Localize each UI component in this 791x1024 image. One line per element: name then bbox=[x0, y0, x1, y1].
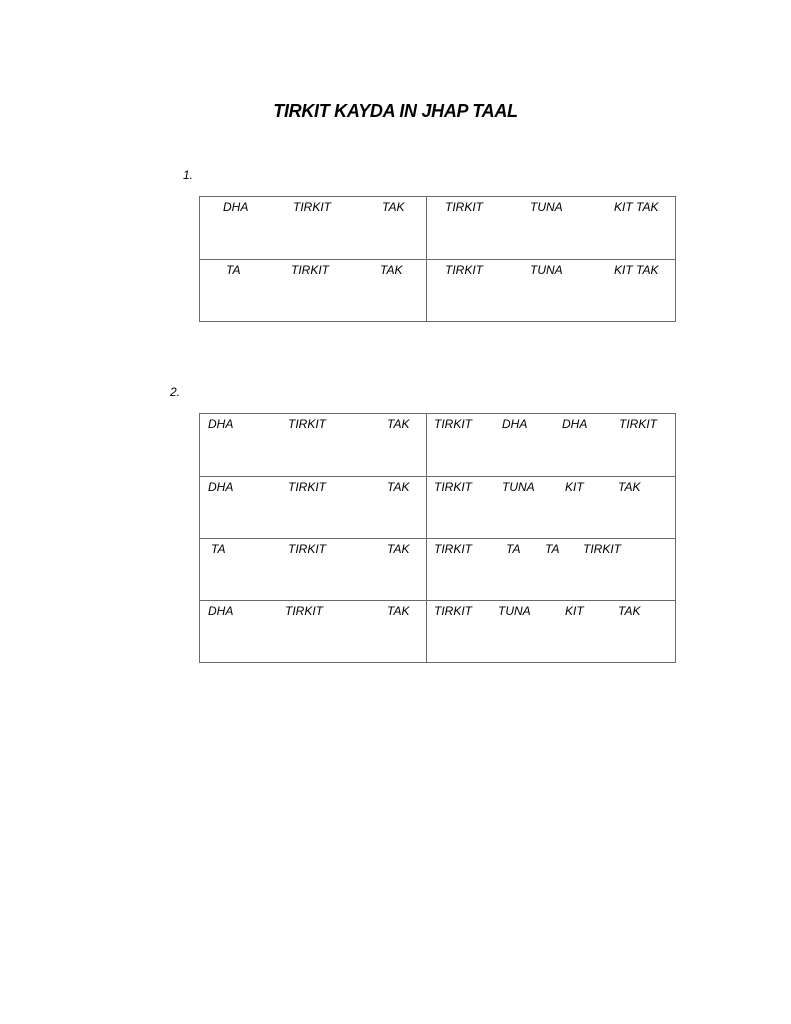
bol: TA bbox=[545, 542, 560, 556]
bol: TIRKIT bbox=[285, 604, 323, 618]
bol: TA bbox=[226, 263, 241, 277]
page-title: TIRKIT KAYDA IN JHAP TAAL bbox=[273, 101, 518, 121]
bol: TAK bbox=[387, 604, 410, 618]
table-row bbox=[200, 414, 675, 476]
bol: TIRKIT bbox=[434, 604, 472, 618]
bol: TUNA bbox=[502, 480, 535, 494]
vibhag-divider bbox=[426, 477, 427, 538]
bol: TIRKIT bbox=[288, 417, 326, 431]
vibhag-divider bbox=[426, 197, 427, 259]
bol: TAK bbox=[618, 480, 641, 494]
bol: TIRKIT bbox=[288, 480, 326, 494]
bol: KIT bbox=[565, 480, 584, 494]
section-1-number: 1. bbox=[183, 168, 194, 182]
bol: TA bbox=[211, 542, 226, 556]
bol: TUNA bbox=[530, 200, 563, 214]
section-2-number: 2. bbox=[170, 385, 181, 399]
table-row bbox=[200, 259, 675, 321]
bol: TIRKIT bbox=[291, 263, 329, 277]
bol: DHA bbox=[208, 417, 234, 431]
bol: TIRKIT bbox=[293, 200, 331, 214]
table-row bbox=[200, 538, 675, 600]
vibhag-divider bbox=[426, 414, 427, 476]
vibhag-divider bbox=[426, 601, 427, 662]
bol: TUNA bbox=[530, 263, 563, 277]
table-row bbox=[200, 476, 675, 538]
bol: TIRKIT bbox=[583, 542, 621, 556]
bol: TAK bbox=[387, 480, 410, 494]
bol: DHA bbox=[208, 480, 234, 494]
bol: TIRKIT bbox=[445, 200, 483, 214]
bol: TIRKIT bbox=[434, 542, 472, 556]
bol: KIT TAK bbox=[614, 263, 659, 277]
table-row bbox=[200, 600, 675, 662]
bol: TIRKIT bbox=[434, 417, 472, 431]
bol: DHA bbox=[223, 200, 249, 214]
bol: TAK bbox=[382, 200, 405, 214]
bol: TIRKIT bbox=[445, 263, 483, 277]
bol: TUNA bbox=[498, 604, 531, 618]
bol: TAK bbox=[387, 417, 410, 431]
vibhag-divider bbox=[426, 539, 427, 600]
bol: KIT bbox=[565, 604, 584, 618]
bol: DHA bbox=[502, 417, 528, 431]
bol: DHA bbox=[208, 604, 234, 618]
section-1-table bbox=[199, 196, 676, 322]
bol: TAK bbox=[618, 604, 641, 618]
bol: KIT TAK bbox=[614, 200, 659, 214]
table-row bbox=[200, 197, 675, 259]
bol: TA bbox=[506, 542, 521, 556]
bol: TIRKIT bbox=[619, 417, 657, 431]
bol: TAK bbox=[380, 263, 403, 277]
bol: DHA bbox=[562, 417, 588, 431]
section-2-table bbox=[199, 413, 676, 663]
bol: TIRKIT bbox=[434, 480, 472, 494]
bol: TAK bbox=[387, 542, 410, 556]
bol: TIRKIT bbox=[288, 542, 326, 556]
vibhag-divider bbox=[426, 260, 427, 321]
